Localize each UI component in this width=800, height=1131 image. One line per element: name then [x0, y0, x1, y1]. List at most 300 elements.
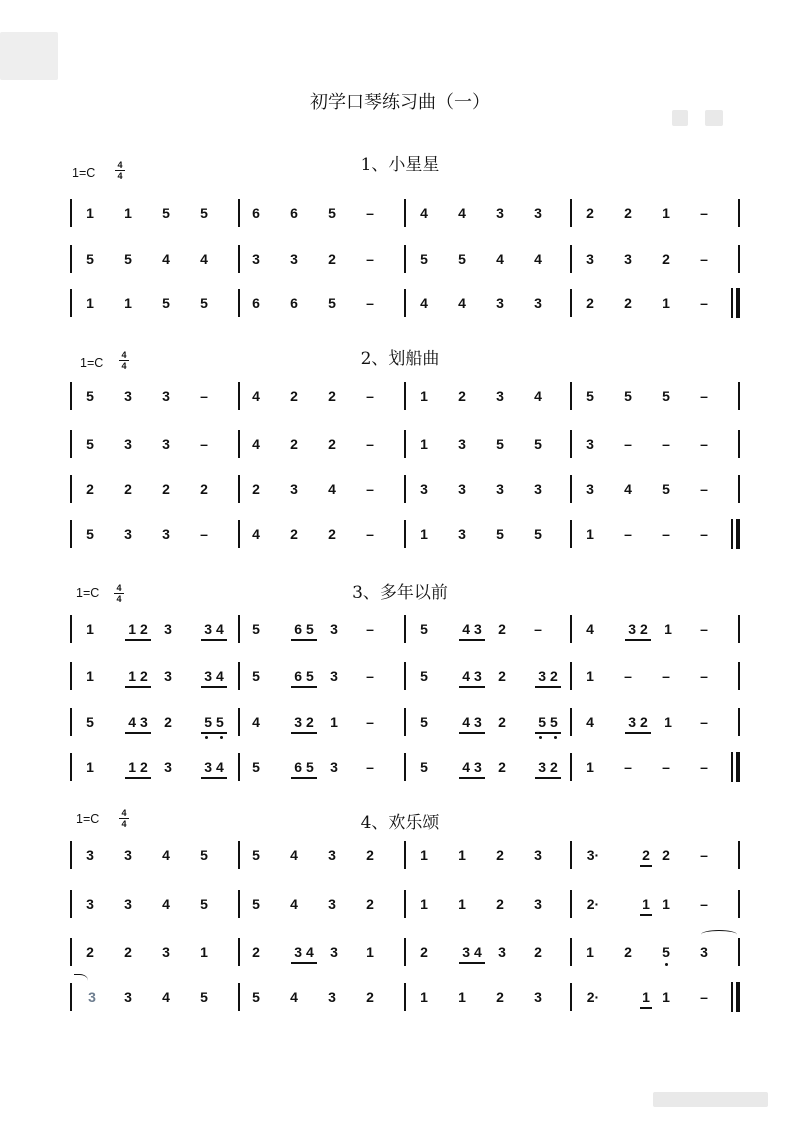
- bar-line: [738, 708, 740, 736]
- bar-line: [738, 841, 740, 869]
- note: 2: [162, 481, 170, 497]
- note: 1: [662, 205, 670, 221]
- eighth-note-pair: 12: [128, 621, 152, 637]
- note: 4: [252, 526, 260, 542]
- note: 1: [124, 205, 132, 221]
- note: 2: [290, 436, 298, 452]
- note: 3: [496, 388, 504, 404]
- note: 3: [496, 295, 504, 311]
- meter-numerator: 4: [117, 160, 123, 170]
- eighth-note-pair: 65: [294, 621, 318, 637]
- note: 2: [534, 944, 542, 960]
- note: 1: [662, 896, 670, 912]
- note: 1: [124, 295, 132, 311]
- note: 2: [124, 481, 132, 497]
- note: 3: [534, 295, 542, 311]
- eighth-note: 2: [642, 847, 650, 863]
- note: 4: [624, 481, 632, 497]
- eighth-note-pair: 43: [462, 714, 486, 730]
- score-row: [0, 752, 800, 782]
- note: 3: [290, 481, 298, 497]
- song-title: 3、多年以前: [352, 583, 448, 603]
- bar-line: [404, 890, 406, 918]
- note: 1: [586, 526, 594, 542]
- bar-line: [404, 753, 406, 781]
- note: 4: [458, 295, 466, 311]
- bar-line: [238, 199, 240, 227]
- bar-line: [70, 382, 72, 410]
- note: –: [700, 205, 708, 221]
- note: –: [366, 388, 374, 404]
- bar-line: [70, 475, 72, 503]
- note: –: [700, 847, 708, 863]
- bar-line: [570, 890, 572, 918]
- note: 5: [252, 847, 260, 863]
- note: –: [662, 668, 670, 684]
- note: 3: [162, 436, 170, 452]
- note: –: [366, 714, 374, 730]
- note: –: [200, 388, 208, 404]
- note: 4: [420, 295, 428, 311]
- note: 4: [162, 847, 170, 863]
- final-bar-thin: [731, 288, 733, 318]
- note: 1: [458, 896, 466, 912]
- bar-line: [404, 245, 406, 273]
- note: 5: [200, 896, 208, 912]
- eighth-note-pair-low-octave: 55: [204, 714, 228, 730]
- note: 3: [534, 847, 542, 863]
- note: 3: [330, 621, 338, 637]
- bar-line: [70, 708, 72, 736]
- document-title: 初学口琴练习曲（一）: [310, 92, 490, 113]
- note: 2: [252, 481, 260, 497]
- note: 5: [200, 205, 208, 221]
- dotted-note: 2·: [586, 896, 600, 912]
- note: 5: [252, 989, 260, 1005]
- note: 1: [86, 668, 94, 684]
- score-row: [0, 889, 800, 919]
- eighth-underline: [459, 962, 485, 964]
- bar-line: [238, 662, 240, 690]
- note: 5: [86, 388, 94, 404]
- note: 1: [662, 989, 670, 1005]
- note: 1: [420, 989, 428, 1005]
- note: 1: [420, 436, 428, 452]
- bar-line: [570, 520, 572, 548]
- note: 1: [662, 295, 670, 311]
- note: 2: [586, 205, 594, 221]
- note: 3: [328, 847, 336, 863]
- note: –: [366, 481, 374, 497]
- note: 2: [458, 388, 466, 404]
- note: –: [662, 436, 670, 452]
- note: –: [366, 295, 374, 311]
- note: 2: [86, 481, 94, 497]
- note: 2: [366, 896, 374, 912]
- note: 3: [328, 896, 336, 912]
- bar-line: [570, 983, 572, 1011]
- note: 4: [458, 205, 466, 221]
- blurred-watermark-bottom-right: [653, 1092, 768, 1107]
- bar-line: [570, 662, 572, 690]
- note: 5: [420, 759, 428, 775]
- eighth-note-pair: 12: [128, 759, 152, 775]
- low-octave-dot: [220, 736, 223, 739]
- score-row: [0, 937, 800, 967]
- bar-line: [570, 938, 572, 966]
- note: –: [366, 621, 374, 637]
- bar-line: [70, 430, 72, 458]
- note: –: [624, 668, 632, 684]
- bar-line: [238, 382, 240, 410]
- note: 5: [624, 388, 632, 404]
- note: 2: [366, 989, 374, 1005]
- final-bar-thin: [731, 519, 733, 549]
- note: 3: [420, 481, 428, 497]
- note: 4: [496, 251, 504, 267]
- song-title: 2、划船曲: [360, 349, 440, 369]
- meter-denominator: 4: [119, 360, 129, 371]
- eighth-note: 1: [642, 896, 650, 912]
- note: 5: [86, 714, 94, 730]
- eighth-underline: [125, 686, 151, 688]
- note: –: [700, 481, 708, 497]
- eighth-underline: [201, 639, 227, 641]
- note: –: [700, 388, 708, 404]
- bar-line: [238, 983, 240, 1011]
- note: 2: [366, 847, 374, 863]
- final-bar-thick: [736, 288, 740, 318]
- note: 4: [162, 896, 170, 912]
- bar-line: [570, 245, 572, 273]
- eighth-note-pair: 32: [628, 714, 652, 730]
- note: 3: [496, 481, 504, 497]
- note: 3: [124, 896, 132, 912]
- score-row: [0, 840, 800, 870]
- meter-numerator: 4: [116, 583, 122, 593]
- note: –: [700, 526, 708, 542]
- note: –: [366, 759, 374, 775]
- note: 3: [252, 251, 260, 267]
- eighth-underline: [640, 1007, 652, 1009]
- bar-line: [70, 938, 72, 966]
- bar-line: [404, 199, 406, 227]
- bar-line: [570, 753, 572, 781]
- bar-line: [404, 382, 406, 410]
- meter-denominator: 4: [114, 593, 124, 604]
- note: –: [200, 436, 208, 452]
- eighth-underline: [291, 686, 317, 688]
- low-octave-dot: [539, 736, 542, 739]
- note: 4: [534, 251, 542, 267]
- meter-numerator: 4: [121, 808, 127, 818]
- note: 3: [162, 944, 170, 960]
- eighth-note-pair-low-octave: 55: [538, 714, 562, 730]
- note: 2: [290, 388, 298, 404]
- note: 2: [662, 251, 670, 267]
- note: 1: [86, 621, 94, 637]
- note: 1: [86, 295, 94, 311]
- eighth-underline: [291, 962, 317, 964]
- note: 5: [162, 205, 170, 221]
- bar-line: [404, 289, 406, 317]
- note: 2: [328, 388, 336, 404]
- note: 3: [458, 481, 466, 497]
- final-bar-thin: [731, 752, 733, 782]
- bar-line: [404, 983, 406, 1011]
- eighth-underline: [625, 639, 651, 641]
- eighth-note-pair: 65: [294, 759, 318, 775]
- note: 1: [586, 944, 594, 960]
- note: 2: [498, 714, 506, 730]
- note: 5: [252, 668, 260, 684]
- bar-line: [404, 615, 406, 643]
- bar-line: [570, 430, 572, 458]
- song-title: 4、欢乐颂: [360, 813, 440, 833]
- note: –: [534, 621, 542, 637]
- note: 3: [162, 526, 170, 542]
- bar-line: [404, 708, 406, 736]
- eighth-underline: [459, 686, 485, 688]
- key-signature: 1=C: [72, 166, 96, 180]
- note: 3: [328, 989, 336, 1005]
- key-signature: 1=C: [76, 812, 100, 826]
- note: 3: [498, 944, 506, 960]
- note: 1: [458, 847, 466, 863]
- eighth-underline: [125, 777, 151, 779]
- note: 5: [420, 668, 428, 684]
- note: –: [366, 436, 374, 452]
- note: 5: [200, 847, 208, 863]
- note: 5: [586, 388, 594, 404]
- bar-line: [70, 615, 72, 643]
- note: 1: [664, 621, 672, 637]
- note: 4: [420, 205, 428, 221]
- score-row: [0, 661, 800, 691]
- note: 4: [586, 621, 594, 637]
- eighth-underline: [625, 732, 651, 734]
- note: 3: [586, 481, 594, 497]
- final-bar-thin: [731, 982, 733, 1012]
- eighth-underline: [201, 732, 227, 734]
- note: 2: [164, 714, 172, 730]
- note: –: [624, 436, 632, 452]
- note: 2: [498, 621, 506, 637]
- eighth-underline: [535, 777, 561, 779]
- note: 3: [86, 847, 94, 863]
- note: –: [700, 989, 708, 1005]
- eighth-underline: [201, 686, 227, 688]
- eighth-note-pair: 43: [462, 668, 486, 684]
- note: –: [366, 205, 374, 221]
- note: 6: [290, 295, 298, 311]
- eighth-underline: [459, 777, 485, 779]
- note: –: [662, 759, 670, 775]
- note: 3: [124, 847, 132, 863]
- note: 3: [496, 205, 504, 221]
- eighth-note-pair: 32: [628, 621, 652, 637]
- bar-line: [238, 615, 240, 643]
- bar-line: [70, 983, 72, 1011]
- note: 1: [458, 989, 466, 1005]
- note: 2: [586, 295, 594, 311]
- dotted-note: 3·: [586, 847, 600, 863]
- note: 5: [662, 481, 670, 497]
- note: 1: [420, 526, 428, 542]
- bar-line: [70, 520, 72, 548]
- note: 5: [328, 205, 336, 221]
- final-bar-thick: [736, 519, 740, 549]
- bar-line: [738, 890, 740, 918]
- eighth-underline: [291, 639, 317, 641]
- note: 4: [586, 714, 594, 730]
- bar-line: [404, 430, 406, 458]
- note: 5: [496, 436, 504, 452]
- note: 4: [200, 251, 208, 267]
- note: 5: [252, 621, 260, 637]
- bar-line: [738, 430, 740, 458]
- score-row: [0, 707, 800, 737]
- note: 3: [534, 481, 542, 497]
- bar-line: [738, 382, 740, 410]
- time-signature: [119, 350, 129, 371]
- blurred-watermark-top-left: [0, 32, 58, 80]
- note: 4: [290, 896, 298, 912]
- score-row: [0, 474, 800, 504]
- eighth-note-pair: 34: [294, 944, 318, 960]
- eighth-note-pair: 34: [462, 944, 486, 960]
- meter-denominator: 4: [119, 818, 129, 829]
- note: –: [366, 668, 374, 684]
- note: 5: [162, 295, 170, 311]
- note: 3: [164, 668, 172, 684]
- note: 1: [420, 388, 428, 404]
- bar-line: [738, 475, 740, 503]
- eighth-underline: [291, 777, 317, 779]
- time-signature: [115, 160, 125, 181]
- bar-line: [738, 662, 740, 690]
- note: –: [624, 526, 632, 542]
- note: 4: [290, 989, 298, 1005]
- note: 2: [624, 944, 632, 960]
- bar-line: [570, 615, 572, 643]
- note: 4: [162, 989, 170, 1005]
- note: 2: [496, 989, 504, 1005]
- bar-line: [70, 245, 72, 273]
- eighth-note-pair: 43: [462, 759, 486, 775]
- eighth-note-pair: 34: [204, 668, 228, 684]
- score-row: [0, 381, 800, 411]
- dotted-note: 2·: [586, 989, 600, 1005]
- note: 6: [252, 295, 260, 311]
- note: –: [700, 714, 708, 730]
- eighth-underline: [459, 639, 485, 641]
- note: 5: [534, 436, 542, 452]
- eighth-underline: [125, 732, 151, 734]
- note: 6: [290, 205, 298, 221]
- note: 5: [86, 436, 94, 452]
- note: –: [366, 526, 374, 542]
- bar-line: [570, 475, 572, 503]
- time-signature: [119, 808, 129, 829]
- eighth-underline: [640, 914, 652, 916]
- bar-line: [238, 708, 240, 736]
- note: 4: [252, 388, 260, 404]
- note: 3: [330, 944, 338, 960]
- note: 3: [534, 896, 542, 912]
- note: 3: [534, 205, 542, 221]
- bar-line: [404, 662, 406, 690]
- note: 3: [124, 989, 132, 1005]
- note: 5: [124, 251, 132, 267]
- note: 5: [328, 295, 336, 311]
- eighth-note-pair: 32: [538, 759, 562, 775]
- bar-line: [404, 475, 406, 503]
- note: 1: [420, 847, 428, 863]
- final-bar-thick: [736, 752, 740, 782]
- note: –: [700, 295, 708, 311]
- eighth-underline: [201, 777, 227, 779]
- bar-line: [738, 245, 740, 273]
- bar-line: [238, 430, 240, 458]
- time-signature: [114, 583, 124, 604]
- score-row: [0, 429, 800, 459]
- score-row: [0, 244, 800, 274]
- eighth-note-pair: 34: [204, 759, 228, 775]
- note: 3: [534, 989, 542, 1005]
- eighth-note-pair: 43: [128, 714, 152, 730]
- eighth-underline: [125, 639, 151, 641]
- note: 2: [624, 295, 632, 311]
- bar-line: [238, 289, 240, 317]
- bar-line: [238, 841, 240, 869]
- bar-line: [570, 382, 572, 410]
- note: 5: [496, 526, 504, 542]
- eighth-note-pair: 43: [462, 621, 486, 637]
- eighth-underline: [640, 865, 652, 867]
- score-row: [0, 614, 800, 644]
- note: 5: [86, 526, 94, 542]
- note: 5: [534, 526, 542, 542]
- note: 6: [252, 205, 260, 221]
- note: 1: [330, 714, 338, 730]
- bar-line: [738, 615, 740, 643]
- note: 1: [366, 944, 374, 960]
- bar-line: [404, 938, 406, 966]
- key-signature: 1=C: [80, 356, 104, 370]
- note: 3: [162, 388, 170, 404]
- note: 5: [252, 896, 260, 912]
- eighth-underline: [535, 686, 561, 688]
- note: 1: [86, 759, 94, 775]
- low-octave-dot: [205, 736, 208, 739]
- note: 5: [86, 251, 94, 267]
- note: 3: [86, 896, 94, 912]
- note: 4: [534, 388, 542, 404]
- key-signature: 1=C: [76, 586, 100, 600]
- bar-line: [70, 890, 72, 918]
- score-row: [0, 519, 800, 549]
- note: 2: [252, 944, 260, 960]
- note: 3: [586, 251, 594, 267]
- note: 4: [252, 436, 260, 452]
- note: 3: [124, 436, 132, 452]
- note: 3: [586, 436, 594, 452]
- bar-line: [738, 199, 740, 227]
- note: –: [200, 526, 208, 542]
- bar-line: [238, 753, 240, 781]
- note: –: [700, 621, 708, 637]
